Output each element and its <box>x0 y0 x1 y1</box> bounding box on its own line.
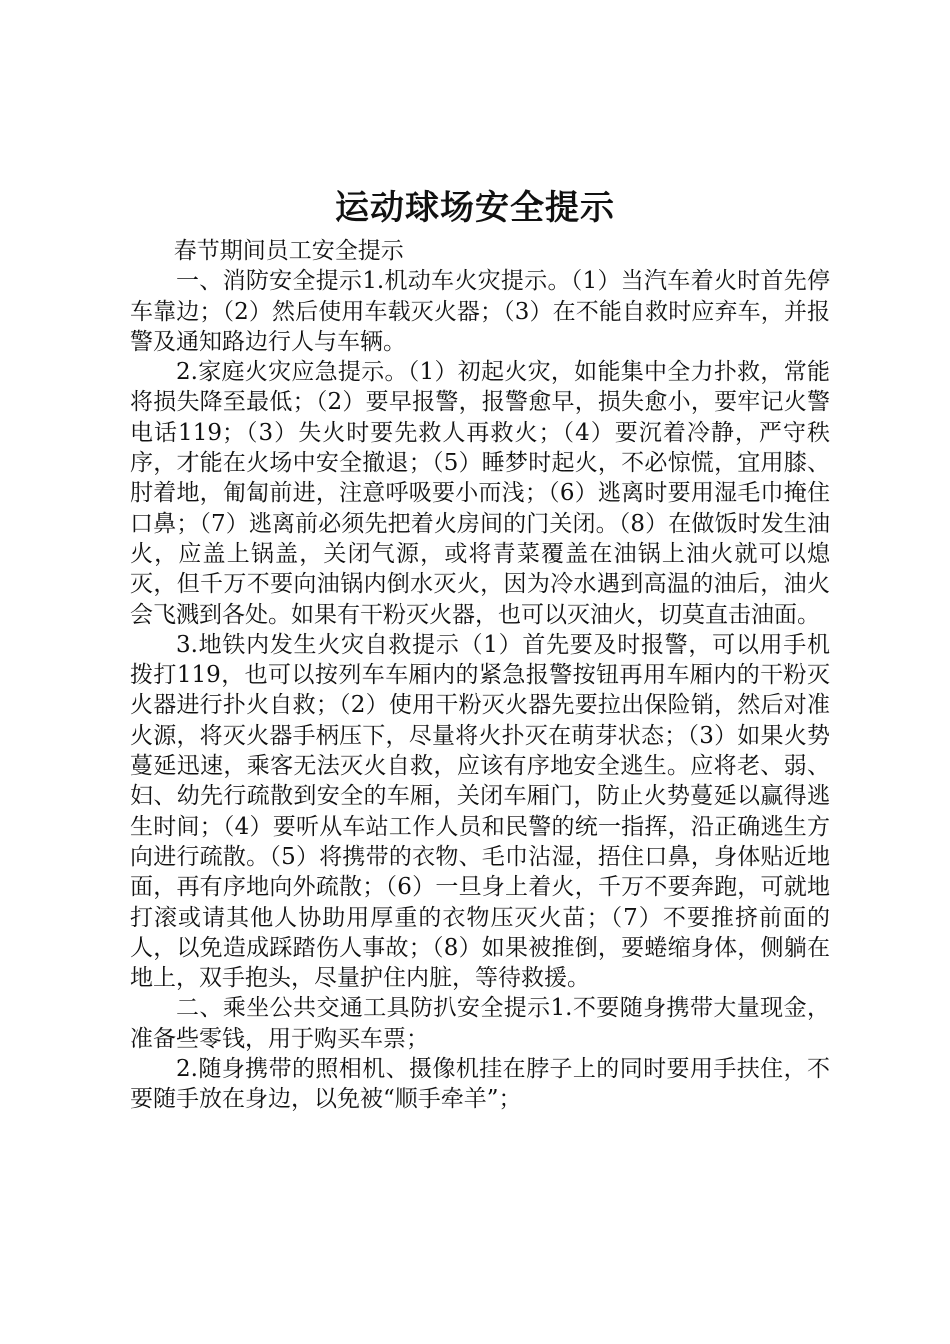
paragraph-public-transport: 二、乘坐公共交通工具防扒安全提示1.不要随身携带大量现金，准备些零钱，用于购买车票； <box>130 995 830 1052</box>
paragraph-subway-fire: 3.地铁内发生火灾自救提示（1）首先要及时报警，可以用手机拨打119，也可以按列车车厢内的紧急报警按钮再用车厢内的干粉灭火器进行扑火自救；（2）使用干粉灭火器先要拉出保险销，然后对准火源，将灭火器手柄压下，尽量将火扑灭在萌芽状态；（3）如果火势蔓延迅速，乘客无法灭火自救，应该有序地安全逃生。应将老、弱、妇、幼先行疏散到安全的车厢，关闭车厢门，防止火势蔓延以赢得逃生时间；（4）要听从车站工作人员和民警的统一指挥，沿正确逃生方向进行疏散。（5）将携带的衣物、毛巾沾湿，捂住口鼻，身体贴近地面，再有序地向外疏散；（6）一旦身上着火，千万不要奔跑，可就地打滚或请其他人协助用厚重的衣物压灭火苗；（7）不要推挤前面的人，以免造成踩踏伤人事故；（8）如果被推倒，要蜷缩身体，侧躺在地上，双手抱头，尽量护住内脏，等待救援。 <box>130 631 830 992</box>
paragraph-home-fire: 2.家庭火灾应急提示。（1）初起火灾，如能集中全力扑救，常能将损失降至最低；（2）要早报警，报警愈早，损失愈小，要牢记火警电话119；（3）失火时要先救人再救火；（4）要沉着冷静，严守秩序，才能在火场中安全撤退；（5）睡梦时起火，不必惊慌，宜用膝、肘着地，匍匐前进，注意呼吸要小而浅；（6）逃离时要用湿毛巾掩住口鼻；（7）逃离前必须先把着火房间的门关闭。（8）在做饭时发生油火，应盖上锅盖，关闭气源，或将青菜覆盖在油锅上油火就可以熄灭，但千万不要向油锅内倒水灭火，因为冷水遇到高温的油后，油火会飞溅到各处。如果有干粉灭火器，也可以灭油火，切莫直击油面。 <box>130 359 830 628</box>
document-body <box>130 236 830 1115</box>
document-title: 运动球场安全提示 <box>335 188 615 228</box>
paragraph-fire-safety-vehicle: 一、消防安全提示1.机动车火灾提示。（1）当汽车着火时首先停车靠边；（2）然后使用车载灭火器；（3）在不能自救时应弃车，并报警及通知路边行人与车辆。 <box>130 268 830 355</box>
paragraph-camera: 2.随身携带的照相机、摄像机挂在脖子上的同时要用手扶住，不要随手放在身边，以免被“顺手牵羊”； <box>130 1056 830 1113</box>
paragraph-subtitle: 春节期间员工安全提示 <box>173 238 404 264</box>
